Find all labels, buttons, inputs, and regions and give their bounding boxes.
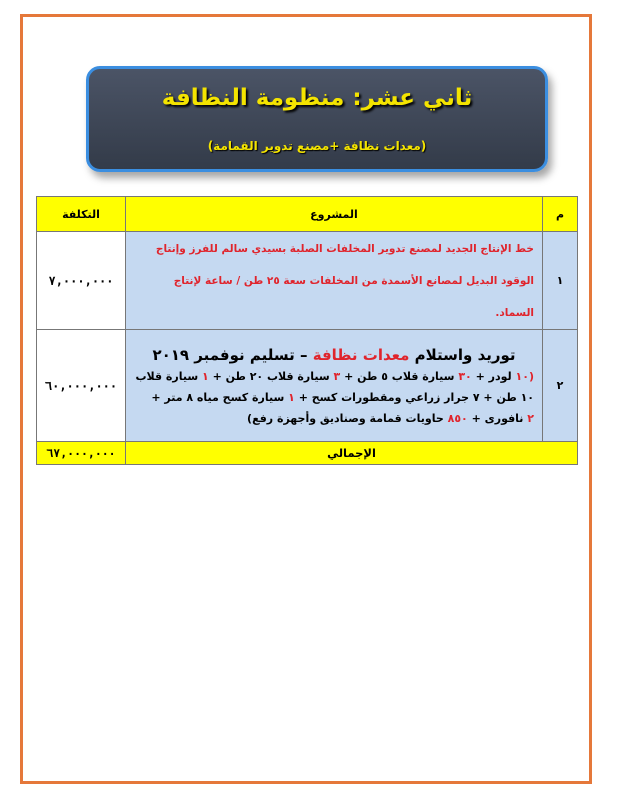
section-subtitle: (معدات نظافة +مصنع تدوير القمامة) xyxy=(207,139,427,153)
row-cost: ٧,٠٠٠,٠٠٠ xyxy=(37,232,126,330)
total-value: ٦٧,٠٠٠,٠٠٠ xyxy=(37,442,126,465)
item: نافورى + xyxy=(471,412,524,425)
table-row xyxy=(37,232,578,330)
item: سيارة كسح مياه ٨ متر + xyxy=(151,391,285,404)
section-title: ثاني عشر: منظومة النظافة xyxy=(161,85,473,111)
row-cost: ٦٠,٠٠٠,٠٠٠ xyxy=(37,330,126,442)
row-project xyxy=(126,330,543,442)
item: سيارة قلاب ٥ طن + xyxy=(344,370,455,383)
qty: ٣٠ xyxy=(458,370,472,383)
item: سيارة قلاب xyxy=(135,370,199,383)
qty: (١٠ xyxy=(515,370,534,383)
qty: ٢ xyxy=(527,412,534,425)
item: لودر + xyxy=(475,370,512,383)
project-line: السماد. xyxy=(495,306,534,319)
row-project xyxy=(126,232,543,330)
row-num: ١ xyxy=(543,232,578,330)
project-line xyxy=(134,366,534,387)
title-part: توريد واستلام xyxy=(414,346,516,364)
projects-table xyxy=(36,196,578,465)
row-num: ٢ xyxy=(543,330,578,442)
title-highlight: معدات نظافة xyxy=(312,346,410,364)
project-title xyxy=(126,338,542,366)
total-row xyxy=(37,442,578,465)
item: حاويات قمامة وصناديق وأجهزة رفع) xyxy=(247,412,444,425)
section-banner xyxy=(86,66,548,172)
table-row xyxy=(37,330,578,442)
item: ١٠ طن + ٧ جرار زراعي ومقطورات كسح + xyxy=(298,391,534,404)
project-line xyxy=(134,408,534,429)
qty: ١ xyxy=(202,370,209,383)
project-description xyxy=(126,233,542,329)
title-part: – تسليم نوفمبر ٢٠١٩ xyxy=(152,346,308,364)
item: سيارة قلاب ٢٠ طن + xyxy=(212,370,330,383)
qty: ٣ xyxy=(333,370,341,383)
project-description xyxy=(126,366,542,433)
project-line xyxy=(134,387,534,408)
header-num: م xyxy=(543,197,578,232)
project-line: خط الإنتاج الجديد لمصنع تدوير المخلفات الصلبة بسيدي سالم للفرز وإنتاج xyxy=(155,242,534,255)
header-cost: التكلفة xyxy=(37,197,126,232)
project-line: الوقود البديل لمصانع الأسمدة من المخلفات سعة ٢٥ طن / ساعة لإنتاج xyxy=(173,274,534,287)
qty: ١ xyxy=(288,391,295,404)
qty: ٨٥٠ xyxy=(447,412,468,425)
header-project: المشروع xyxy=(126,197,543,232)
table-header-row xyxy=(37,197,578,232)
total-label: الإجمالي xyxy=(126,442,578,465)
